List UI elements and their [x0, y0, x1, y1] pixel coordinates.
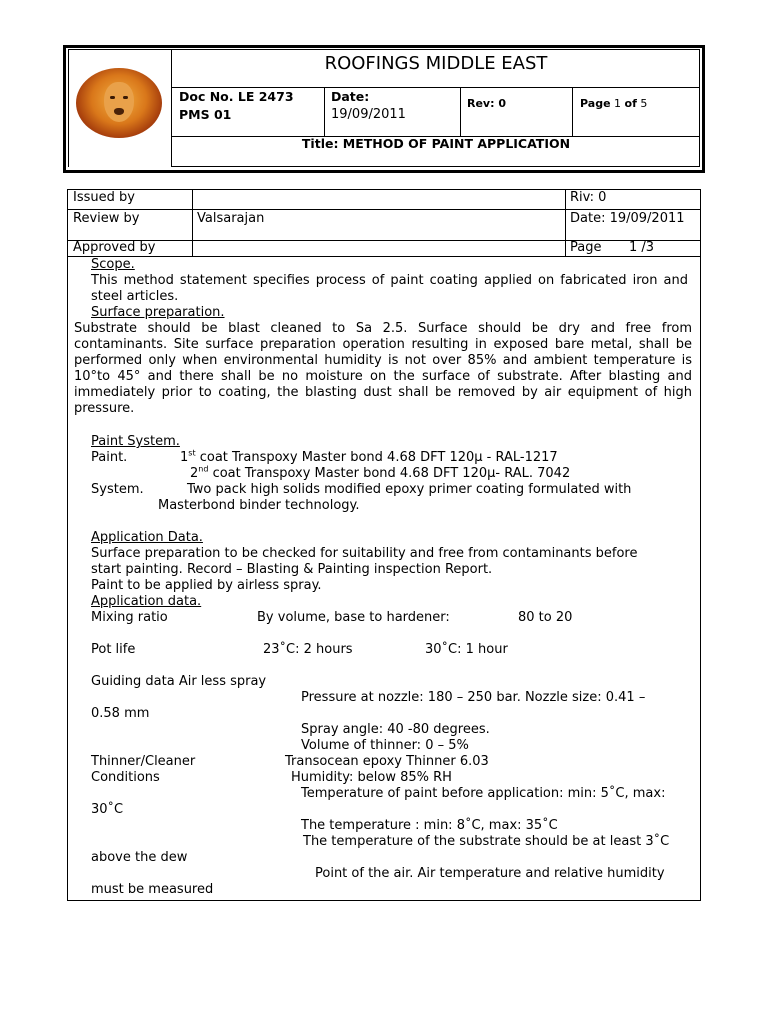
- document-title: Title: METHOD OF PAINT APPLICATION: [301, 136, 571, 151]
- substrate-temp-cont: above the dew: [91, 850, 188, 865]
- info-page-value: 1 /3: [629, 240, 655, 255]
- scope-heading: Scope.: [91, 257, 135, 272]
- temp-paint-cont: 30˚C: [91, 802, 124, 817]
- thinner-label: Thinner/Cleaner: [91, 754, 196, 769]
- guiding-label: Guiding data Air less spray: [91, 674, 267, 689]
- lion-logo: [76, 68, 162, 138]
- system-label: System.: [91, 482, 144, 497]
- pms-number: PMS 01: [179, 107, 232, 122]
- page-indicator: Page 1 of 5: [580, 97, 648, 110]
- scope-text: This method statement specifies process of paint coating applied on fabricated iron and steel articles.: [91, 273, 688, 304]
- mixing-value: 80 to 20: [518, 610, 573, 625]
- coat-1: 1st coat Transpoxy Master bond 4.68 DFT 120µ - RAL-1217: [180, 448, 558, 465]
- application-data-heading: Application data.: [91, 594, 202, 609]
- conditions-label: Conditions: [91, 770, 160, 785]
- review-by-label: Review by: [73, 211, 140, 226]
- date-value: 19/09/2011: [331, 107, 406, 122]
- doc-number: Doc No. LE 2473: [179, 89, 294, 104]
- application-line-1: Surface preparation to be checked for suitability and free from contaminants before: [91, 546, 638, 561]
- humidity: Humidity: below 85% RH: [291, 770, 452, 785]
- system-text-2: Masterbond binder technology.: [158, 498, 360, 513]
- spray-angle: Spray angle: 40 -80 degrees.: [301, 722, 490, 737]
- potlife-30: 30˚C: 1 hour: [425, 642, 508, 657]
- info-page-label: Page: [570, 240, 602, 255]
- riv-value: Riv: 0: [570, 190, 607, 205]
- info-date: Date: 19/09/2011: [570, 211, 685, 226]
- substrate-temp: The temperature of the substrate should be at least 3˚C: [303, 834, 670, 849]
- approved-by-label: Approved by: [73, 240, 156, 255]
- mixing-label: Mixing ratio: [91, 610, 168, 625]
- application-line-2: start painting. Record – Blasting & Painting inspection Report.: [91, 562, 493, 577]
- application-heading: Application Data.: [91, 530, 203, 545]
- issued-by-label: Issued by: [73, 190, 135, 205]
- temperature: The temperature : min: 8˚C, max: 35˚C: [301, 818, 558, 833]
- potlife-label: Pot life: [91, 642, 136, 657]
- application-line-3: Paint to be applied by airless spray.: [91, 578, 322, 593]
- mixing-text: By volume, base to hardener:: [257, 610, 450, 625]
- coat-2: 2nd coat Transpoxy Master bond 4.68 DFT 120µ- RAL. 7042: [190, 464, 571, 481]
- volume-thinner: Volume of thinner: 0 – 5%: [301, 738, 469, 753]
- revision: Rev: 0: [467, 97, 506, 110]
- temp-paint: Temperature of paint before application: min: 5˚C, max:: [301, 786, 666, 801]
- point-air: Point of the air. Air temperature and relative humidity: [315, 866, 665, 881]
- pressure-cont: 0.58 mm: [91, 706, 150, 721]
- paint-label: Paint.: [91, 450, 128, 465]
- pressure-text: Pressure at nozzle: 180 – 250 bar. Nozzle size: 0.41 –: [301, 690, 646, 705]
- surface-heading: Surface preparation.: [91, 305, 225, 320]
- review-by-value: Valsarajan: [197, 211, 265, 226]
- potlife-23: 23˚C: 2 hours: [263, 642, 353, 657]
- thinner-value: Transocean epoxy Thinner 6.03: [285, 754, 489, 769]
- system-text-1: Two pack high solids modified epoxy primer coating formulated with: [187, 482, 632, 497]
- surface-text: Substrate should be blast cleaned to Sa 2.5. Surface should be dry and free from contaminants. Site surface preparation operation resulting in exposed bare metal, shall be performed only when environmental humidity is not over 85% and ambient temperature is 10°to 45° and there shall be no moisture on the surface of substrate. After blasting and immediately prior to coating, the blasting dust shall be removed by air equipment of high pressure.: [74, 321, 692, 416]
- company-name: ROOFINGS MIDDLE EAST: [324, 53, 548, 74]
- paint-system-heading: Paint System.: [91, 434, 180, 449]
- date-label: Date:: [331, 89, 370, 104]
- must-measured: must be measured: [91, 882, 214, 897]
